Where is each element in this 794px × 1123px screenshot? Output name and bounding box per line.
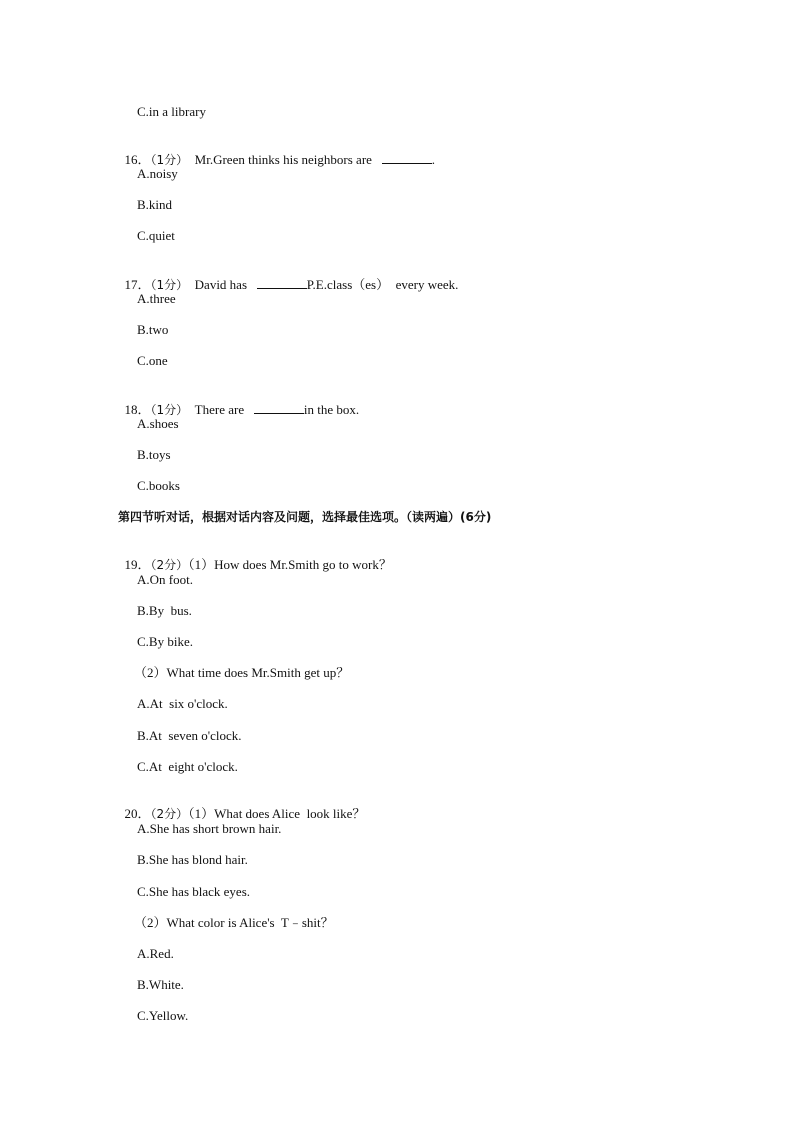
q20-part1: （1）What does Alice look like？ (188, 806, 366, 821)
q17-option-c: C.one (137, 353, 168, 368)
q18-text: There are (188, 402, 254, 417)
q16-option-b: B.kind (137, 197, 173, 212)
q19-1-option-c: C.By bike. (137, 634, 193, 649)
q17-score: （1分） (150, 278, 189, 292)
q17-option-a: A.three (137, 291, 176, 306)
q20-part2: （2）What color is Alice's T﹣shit？ (134, 915, 334, 930)
q16-option-a: A.noisy (137, 166, 178, 181)
q20-number: 20． (124, 806, 151, 821)
q18-number: 18． (124, 402, 151, 417)
q18-option-b: B.toys (137, 447, 171, 462)
q17-number: 17． (124, 277, 151, 292)
q18-stem (118, 385, 359, 418)
q17-text: David has (188, 277, 257, 292)
q20-2-option-b: B.White. (137, 977, 184, 992)
q19-score: （2分） (150, 558, 189, 572)
q16-blank (382, 151, 432, 164)
q17-blank (257, 276, 307, 289)
q19-2-option-c: C.At eight o'clock. (137, 759, 238, 774)
q18-blank (254, 401, 304, 414)
q20-2-option-a: A.Red. (137, 946, 174, 961)
q20-2-option-c: C.Yellow. (137, 1008, 189, 1023)
q19-1-option-a: A.On foot. (137, 572, 193, 587)
q16-score: （1分） (150, 153, 189, 167)
q16-stem (118, 135, 435, 168)
q20-1-option-a: A.She has short brown hair. (137, 821, 282, 836)
q19-part2: （2）What time does Mr.Smith get up？ (134, 665, 350, 680)
q18-option-a: A.shoes (137, 416, 179, 431)
q18-option-c: C.books (137, 478, 180, 493)
q17-stem (118, 260, 458, 293)
q17-option-b: B.two (137, 322, 169, 337)
q18-score: （1分） (150, 403, 189, 417)
q19-1-option-b: B.By bus. (137, 603, 192, 618)
q16-number: 16． (124, 152, 151, 167)
q19-stem (118, 541, 392, 573)
section-4-heading: 第四节听对话，根据对话内容及问题，选择最佳选项。（读两遍）(6分) (118, 510, 492, 524)
q16-text: Mr.Green thinks his neighbors are (188, 152, 382, 167)
q16-option-c: C.quiet (137, 228, 175, 243)
q19-2-option-b: B.At seven o'clock. (137, 728, 242, 743)
q15-option-c: C.in a library (137, 104, 206, 119)
q20-stem (118, 790, 365, 822)
q19-part1: （1）How does Mr.Smith go to work？ (188, 557, 392, 572)
q20-score: （2分） (150, 807, 189, 821)
q19-2-option-a: A.At six o'clock. (137, 696, 228, 711)
q20-1-option-b: B.She has blond hair. (137, 852, 248, 867)
q16-text-end: . (431, 152, 435, 167)
q20-1-option-c: C.She has black eyes. (137, 884, 251, 899)
q19-number: 19． (124, 557, 151, 572)
q17-text-end: P.E.class（es） every week. (306, 277, 459, 292)
q18-text-end: in the box. (303, 402, 360, 417)
